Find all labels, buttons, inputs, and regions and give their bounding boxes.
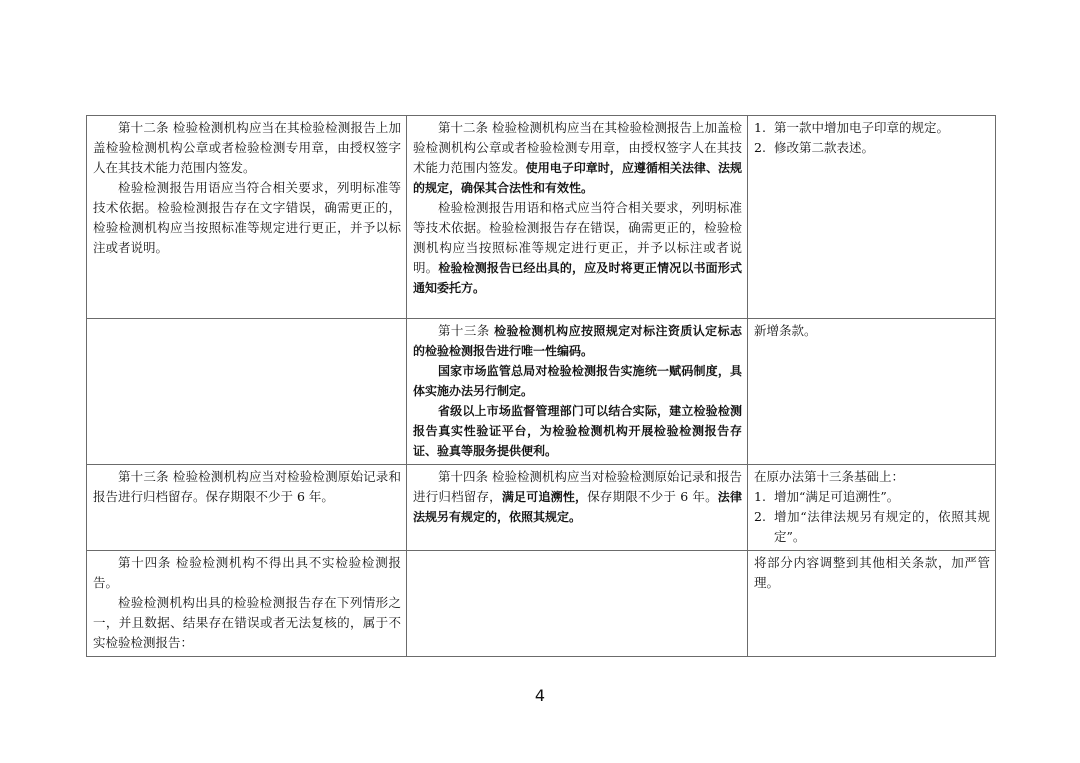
note-cell	[748, 319, 996, 465]
original-text-cell	[87, 319, 407, 465]
revised-bold-text: 满足可追溯性，	[501, 490, 588, 504]
revised-text-cell	[407, 116, 748, 319]
revised-paragraph	[413, 198, 742, 298]
original-text-cell	[87, 465, 407, 551]
table-row	[87, 551, 996, 657]
revised-bold-text: 法律法规另有规定的，依照其规定。	[413, 490, 742, 524]
note-cell	[748, 551, 996, 657]
table-row	[87, 465, 996, 551]
revised-bold-text: 检验检测机构应按照规定对标注资质认定标志的检验检测报告进行唯一性编码。	[413, 324, 742, 358]
page-number: 4	[534, 686, 546, 705]
original-text-cell	[87, 551, 407, 657]
note-item-text: 增加“法律法规另有规定的，依照其规定”。	[774, 509, 990, 544]
original-paragraph: 第十三条 检验检测机构应当对检验检测原始记录和报告进行归档留存。保存期限不少于 6 年。	[93, 469, 401, 504]
note-item-number: 1.	[754, 120, 766, 135]
note-item-text: 第一款中增加电子印章的规定。	[774, 120, 950, 135]
revised-paragraph	[413, 118, 742, 198]
revised-text-cell	[407, 465, 748, 551]
note-cell	[748, 116, 996, 319]
comparison-table	[86, 115, 996, 657]
revised-bold-text: 检验检测报告已经出具的，应及时将更正情况以书面形式通知委托方。	[413, 261, 742, 295]
revised-text: 第十二条 检验检测机构应当在其检验检测报告上加盖检验检测机构公章或者检验检测专用章，由授权签字人在其技术能力范围内签发。	[413, 120, 742, 175]
revised-text: 保存期限不少于 6 年。	[587, 489, 718, 504]
original-paragraph: 第十二条 检验检测机构应当在其检验检测报告上加盖检验检测机构公章或者检验检测专用章，由授权签字人在其技术能力范围内签发。	[93, 120, 401, 175]
note-text: 将部分内容调整到其他相关条款，加严管理。	[754, 555, 990, 590]
original-paragraph: 检验检测报告用语应当符合相关要求，列明标准等技术依据。检验检测报告存在文字错误，确需更正的，检验检测机构应当按照标准等规定进行更正，并予以标注或者说明。	[93, 180, 401, 255]
original-paragraph: 第十四条 检验检测机构不得出具不实检验检测报告。	[93, 555, 401, 590]
note-list-item	[754, 487, 990, 507]
revised-text: 第十四条 检验检测机构应当对检验检测原始记录和报告进行归档留存，	[413, 469, 742, 504]
note-item-number: 2.	[754, 509, 766, 524]
revised-paragraph	[413, 321, 742, 361]
original-paragraph: 检验检测机构出具的检验检测报告存在下列情形之一，并且数据、结果存在错误或者无法复核的，属于不实检验检测报告：	[93, 595, 401, 650]
note-item-text: 增加“满足可追溯性”。	[774, 489, 900, 504]
revised-bold-text: 省级以上市场监督管理部门可以结合实际，建立检验检测报告真实性验证平台，为检验检测机构开展检验检测报告存证、验真等服务提供便利。	[413, 404, 742, 458]
revised-text-cell	[407, 551, 748, 657]
note-list-item	[754, 118, 990, 138]
note-item-number: 2.	[754, 140, 766, 155]
original-text-cell	[87, 116, 407, 319]
revised-paragraph	[413, 361, 742, 401]
note-text: 在原办法第十三条基础上：	[754, 469, 905, 484]
revised-text: 第十三条	[438, 323, 495, 338]
revised-paragraph	[413, 401, 742, 461]
note-cell	[748, 465, 996, 551]
table-row	[87, 319, 996, 465]
revised-text-cell	[407, 319, 748, 465]
note-item-number: 1.	[754, 489, 766, 504]
note-item-text: 修改第二款表述。	[774, 140, 875, 155]
table-row	[87, 116, 996, 319]
revised-bold-text: 使用电子印章时，应遵循相关法律、法规的规定，确保其合法性和有效性。	[413, 161, 742, 195]
revised-bold-text: 国家市场监管总局对检验检测报告实施统一赋码制度，具体实施办法另行制定。	[413, 364, 742, 398]
note-list-item	[754, 507, 990, 547]
note-text: 新增条款。	[754, 323, 817, 338]
revised-paragraph	[413, 467, 742, 527]
note-list-item	[754, 138, 990, 158]
revised-text: 检验检测报告用语和格式应当符合相关要求，列明标准等技术依据。检验检测报告存在错误，确需更正的，检验检测机构应当按照标准等规定进行更正，并予以标注或者说明。	[413, 200, 742, 275]
